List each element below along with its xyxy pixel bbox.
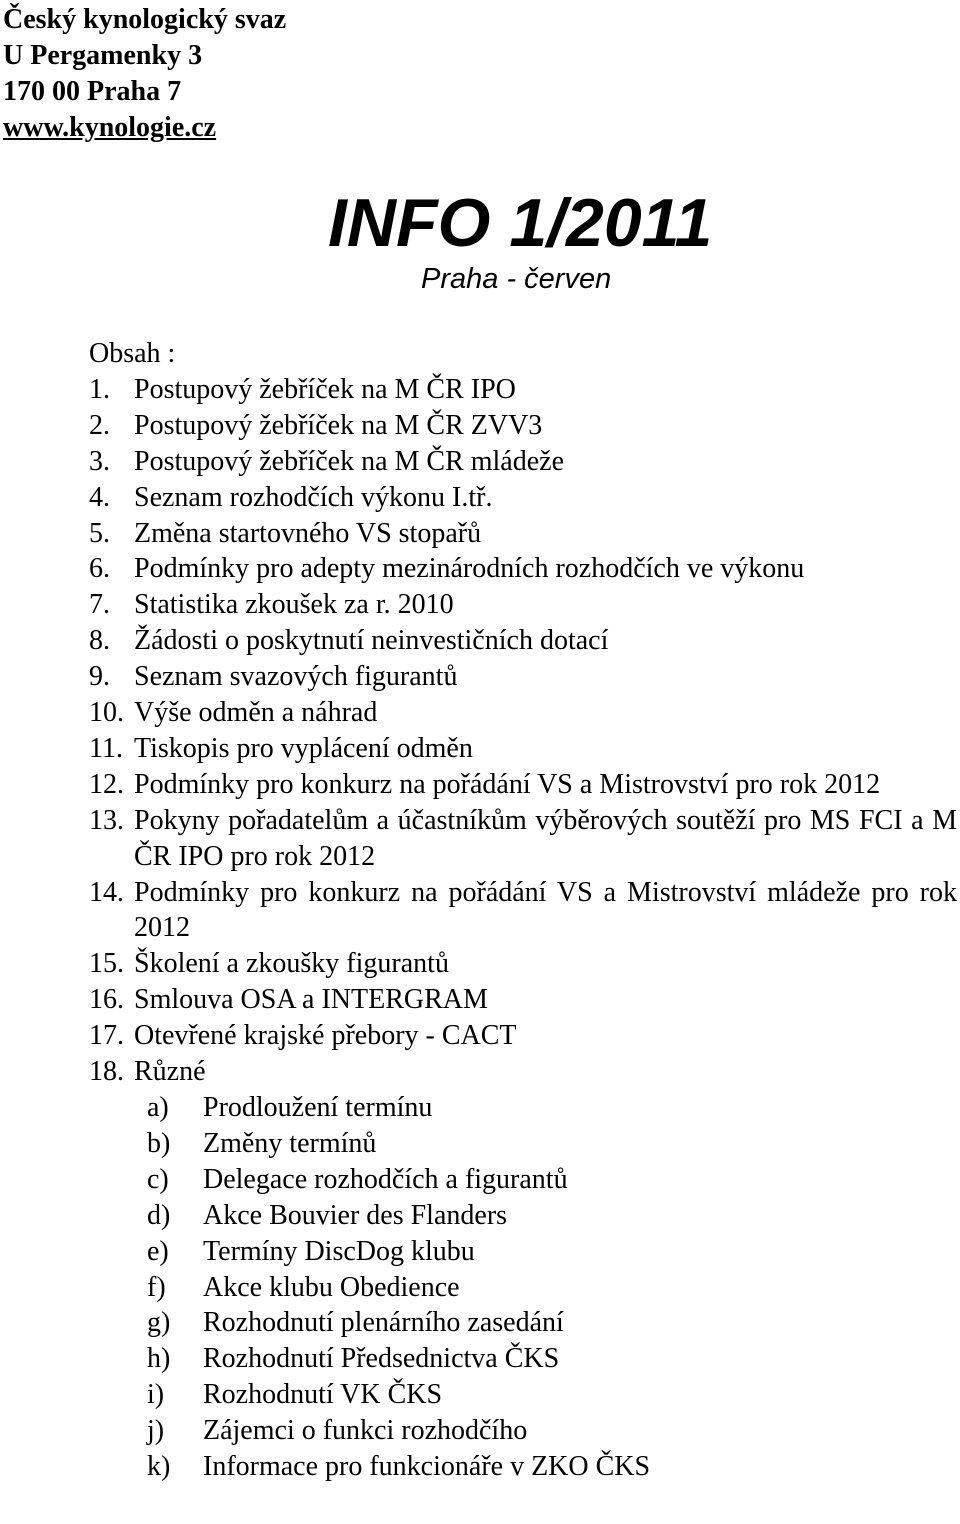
contents-item xyxy=(89,444,957,480)
contents-subitem-text: Akce klubu Obedience xyxy=(203,1271,460,1303)
contents-subitem xyxy=(89,1305,957,1341)
contents-item-text: Tiskopis pro vyplácení odměn xyxy=(134,732,473,764)
contents-item xyxy=(89,946,957,982)
contents-item-text: Podmínky pro adepty mezinárodních rozhodčích ve výkonu xyxy=(134,553,805,585)
contents-subitem-letter: a) xyxy=(147,1092,169,1124)
contents-subitem xyxy=(89,1377,957,1413)
contents-item-text: Podmínky pro konkurz na pořádání VS a Mistrovství pro rok 2012 xyxy=(134,768,881,800)
contents-item-text: Školení a zkoušky figurantů xyxy=(134,948,449,980)
contents-item-number: 12. xyxy=(89,768,124,800)
contents-item-number: 16. xyxy=(89,984,124,1016)
contents-subitem-letter: j) xyxy=(147,1415,165,1447)
contents-item-text: Seznam rozhodčích výkonu I.tř. xyxy=(134,481,493,513)
contents-item-text: Postupový žebříček na M ČR mládeže xyxy=(134,445,565,477)
contents-item-text: Postupový žebříček na M ČR IPO xyxy=(134,373,516,405)
contents-subitem xyxy=(89,1341,957,1377)
contents-item xyxy=(89,408,957,444)
contents-item xyxy=(89,551,957,587)
contents-subitem xyxy=(89,1413,957,1449)
contents-item xyxy=(89,731,957,767)
contents-item xyxy=(89,803,957,875)
contents-item xyxy=(89,982,957,1018)
contents-subitem-text: Rozhodnutí VK ČKS xyxy=(203,1379,443,1411)
contents-item-text: Statistika zkoušek za r. 2010 xyxy=(134,589,454,621)
contents-item-text: Různé xyxy=(134,1056,206,1088)
contents-item xyxy=(89,516,957,552)
contents-subitem xyxy=(89,1270,957,1306)
contents-item-number: 5. xyxy=(89,517,110,549)
contents-item-text: Podmínky pro konkurz na pořádání VS a Mistrovství mládeže pro rok 2012 xyxy=(134,876,957,944)
document-subtitle: Praha - červen xyxy=(421,263,612,295)
organization-city: 170 00 Praha 7 xyxy=(3,76,182,107)
contents-item-number: 3. xyxy=(89,445,110,477)
contents-item-number: 13. xyxy=(89,804,124,836)
contents-item xyxy=(89,623,957,659)
contents-item-text: Postupový žebříček na M ČR ZVV3 xyxy=(134,409,543,441)
contents-item-text: Smlouva OSA a INTERGRAM xyxy=(134,984,488,1016)
contents-subitem-letter: g) xyxy=(147,1307,171,1339)
contents-subitem-text: Změny termínů xyxy=(203,1127,377,1159)
contents-item-text: Otevřené krajské přebory - CACT xyxy=(134,1020,517,1052)
organization-street: U Pergamenky 3 xyxy=(3,40,203,71)
contents-item xyxy=(89,875,957,947)
contents-subitem-text: Delegace rozhodčích a figurantů xyxy=(203,1163,568,1195)
contents-subitem-text: Rozhodnutí Předsednictva ČKS xyxy=(203,1343,560,1375)
contents-item-number: 15. xyxy=(89,948,124,980)
organization-name: Český kynologický svaz xyxy=(3,4,287,35)
contents-subitem xyxy=(89,1126,957,1162)
contents-subitem-letter: e) xyxy=(147,1235,169,1267)
contents-subitem xyxy=(89,1090,957,1126)
contents-item xyxy=(89,659,957,695)
contents-item-number: 11. xyxy=(89,732,123,764)
contents-subitem-text: Zájemci o funkci rozhodčího xyxy=(203,1415,528,1447)
contents-item xyxy=(89,1018,957,1054)
contents-subitem-letter: i) xyxy=(147,1379,165,1411)
contents-item-number: 18. xyxy=(89,1056,124,1088)
contents-subitem xyxy=(89,1449,957,1485)
contents-item-number: 8. xyxy=(89,625,110,657)
contents-item-number: 9. xyxy=(89,661,110,693)
contents-subitem-letter: h) xyxy=(147,1343,171,1375)
contents-item-number: 4. xyxy=(89,481,110,513)
contents-item xyxy=(89,372,957,408)
contents-item-number: 17. xyxy=(89,1020,124,1052)
contents-item-number: 2. xyxy=(89,409,110,441)
contents-subitem-text: Rozhodnutí plenárního zasedání xyxy=(203,1307,564,1339)
contents-item-number: 6. xyxy=(89,553,110,585)
contents-subitem-text: Akce Bouvier des Flanders xyxy=(203,1199,508,1231)
website-link[interactable]: www.kynologie.cz xyxy=(3,112,217,143)
contents-item xyxy=(89,767,957,803)
contents-subitem-letter: k) xyxy=(147,1451,171,1483)
contents-item-text: Pokyny pořadatelům a účastníkům výběrových soutěží pro MS FCI a M ČR IPO pro rok 2012 xyxy=(134,804,957,872)
contents-subitem-letter: c) xyxy=(147,1163,169,1195)
contents-item-number: 10. xyxy=(89,697,124,729)
contents-heading: Obsah : xyxy=(89,338,176,369)
letterhead xyxy=(3,2,286,146)
contents-item xyxy=(89,1054,957,1090)
contents-subitem xyxy=(89,1162,957,1198)
contents-subitem-letter: d) xyxy=(147,1199,171,1231)
contents-subitem-text: Termíny DiscDog klubu xyxy=(203,1235,475,1267)
contents-subitem-letter: f) xyxy=(147,1271,166,1303)
contents-subitem-text: Informace pro funkcionáře v ZKO ČKS xyxy=(203,1451,651,1483)
contents-item-text: Seznam svazových figurantů xyxy=(134,661,458,693)
contents-item xyxy=(89,695,957,731)
document-title: INFO 1/2011 xyxy=(328,185,713,261)
contents-item-text: Výše odměn a náhrad xyxy=(134,697,378,729)
contents-subitem-text: Prodloužení termínu xyxy=(203,1092,433,1124)
contents-item xyxy=(89,480,957,516)
table-of-contents xyxy=(89,336,957,1485)
contents-item-number: 14. xyxy=(89,876,124,908)
contents-subitem-letter: b) xyxy=(147,1127,171,1159)
contents-item xyxy=(89,587,957,623)
contents-item-number: 1. xyxy=(89,373,110,405)
contents-subitem xyxy=(89,1234,957,1270)
contents-item-text: Žádosti o poskytnutí neinvestičních dotací xyxy=(134,625,609,657)
contents-subitem xyxy=(89,1198,957,1234)
contents-item-number: 7. xyxy=(89,589,110,621)
contents-item-text: Změna startovného VS stopařů xyxy=(134,517,482,549)
